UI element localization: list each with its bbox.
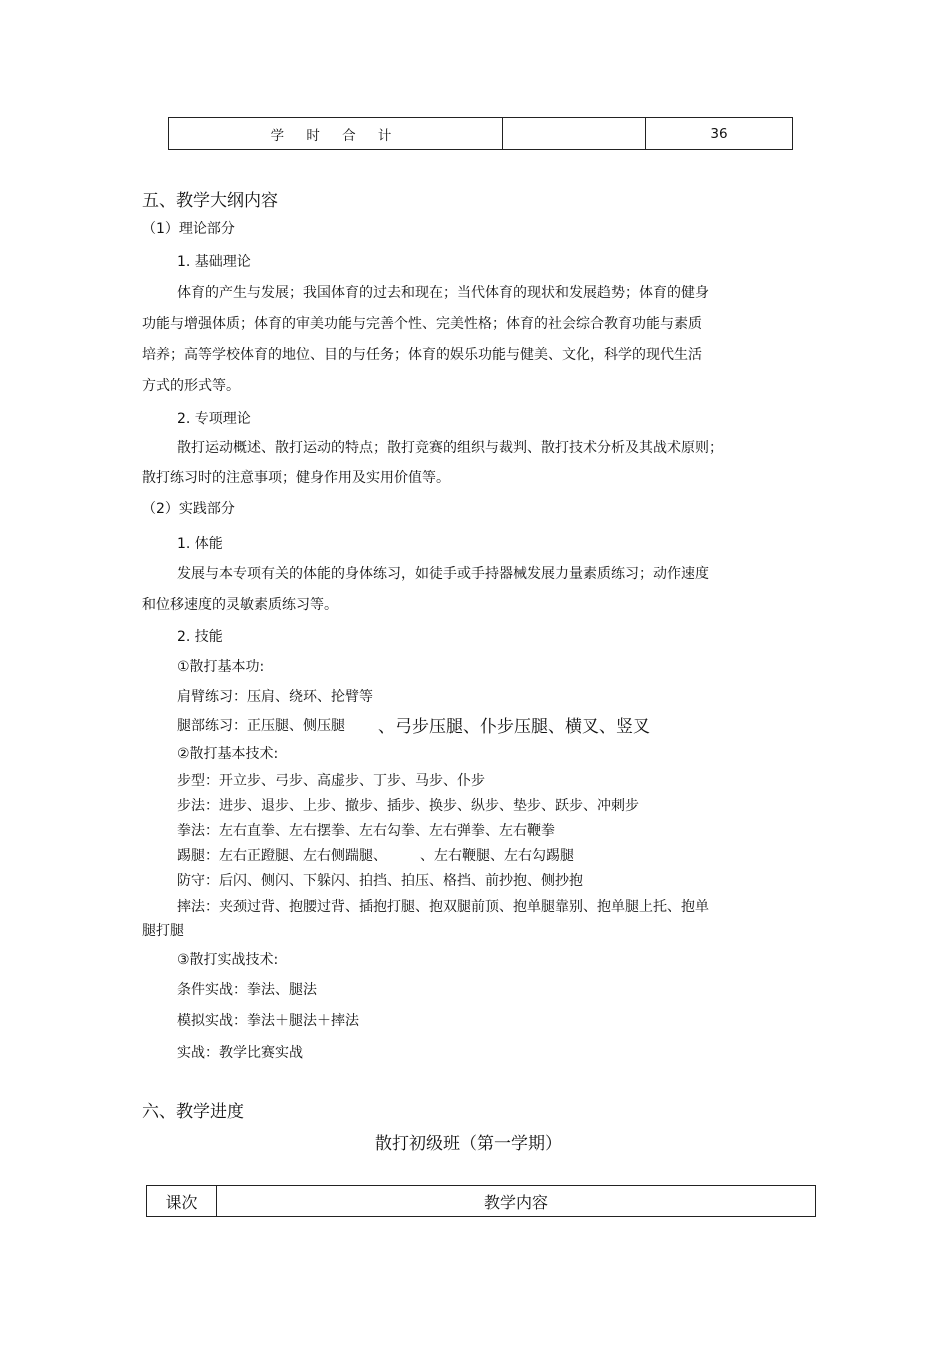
leg-practice-line-a: 腿部练习：正压腿、侧压腿 — [177, 718, 345, 734]
special-theory-line-1: 散打运动概述、散打运动的特点；散打竞赛的组织与裁判、散打技术分析及其战术原则； — [177, 440, 723, 456]
basic-theory-line-3: 培养；高等学校体育的地位、目的与任务；体育的娱乐功能与健美、文化，科学的现代生活 — [142, 347, 702, 363]
throw-line-1: 摔法：夹颈过背、抱腰过背、插抱打腿、抱双腿前顶、抱单腿靠别、抱单腿上托、抱单 — [177, 899, 709, 915]
basic-skill-title: ①散打基本功: — [177, 659, 265, 675]
actual-combat-line: 实战：教学比赛实战 — [177, 1045, 303, 1061]
schedule-table-header — [146, 1185, 816, 1217]
schedule-subtitle: 散打初级班（第一学期） — [375, 1134, 562, 1154]
footwork-line: 步法：进步、退步、上步、撤步、插步、换步、纵步、垫步、跃步、冲刺步 — [177, 798, 639, 814]
basic-theory-line-4: 方式的形式等。 — [142, 378, 240, 394]
basic-theory-title: 1. 基础理论 — [177, 254, 251, 270]
kick-line-b: 、左右鞭腿、左右勾踢腿 — [420, 848, 574, 864]
combat-title: ③散打实战技术: — [177, 952, 279, 968]
section-5-heading: 五、教学大纲内容 — [142, 191, 278, 211]
hours-total-table — [168, 117, 793, 150]
fitness-line-2: 和位移速度的灵敏素质练习等。 — [142, 597, 338, 613]
special-theory-line-2: 散打练习时的注意事项；健身作用及实用价值等。 — [142, 470, 450, 486]
shoulder-practice-line: 肩臂练习：压肩、绕环、抡臂等 — [177, 689, 373, 705]
hours-total-label: 学 时 合 计 — [169, 118, 503, 149]
teaching-content-header: 教学内容 — [483, 1192, 548, 1212]
basic-theory-line-2: 功能与增强体质；体育的审美功能与完善个性、完美性格；体育的社会综合教育功能与素质 — [142, 316, 702, 332]
special-theory-title: 2. 专项理论 — [177, 411, 251, 427]
fitness-title: 1. 体能 — [177, 536, 223, 552]
skills-title: 2. 技能 — [177, 629, 223, 645]
hours-total-empty-cell — [503, 118, 646, 149]
section-6-heading: 六、教学进度 — [142, 1102, 244, 1122]
throw-line-2: 腿打腿 — [142, 923, 184, 939]
theory-part-title: （1）理论部分 — [142, 221, 235, 237]
stance-line: 步型：开立步、弓步、高虚步、丁步、马步、仆步 — [177, 773, 485, 789]
lesson-number-header: 课次 — [147, 1186, 217, 1216]
hours-total-value: 36 — [710, 125, 728, 142]
defense-line: 防守：后闪、侧闪、下躲闪、拍挡、拍压、格挡、前抄抱、侧抄抱 — [177, 873, 583, 889]
punch-line: 拳法：左右直拳、左右摆拳、左右勾拳、左右弹拳、左右鞭拳 — [177, 823, 555, 839]
leg-practice-line-b: 、弓步压腿、仆步压腿、横叉、竖叉 — [378, 717, 650, 737]
basic-theory-line-1: 体育的产生与发展；我国体育的过去和现在；当代体育的现状和发展趋势；体育的健身 — [177, 285, 709, 301]
fitness-line-1: 发展与本专项有关的体能的身体练习，如徒手或手持器械发展力量素质练习；动作速度 — [177, 566, 709, 582]
kick-line-a: 踢腿：左右正蹬腿、左右侧踹腿、 — [177, 848, 387, 864]
basic-tech-title: ②散打基本技术: — [177, 746, 279, 762]
conditional-combat-line: 条件实战：拳法、腿法 — [177, 982, 317, 998]
simulated-combat-line: 模拟实战：拳法＋腿法＋摔法 — [177, 1013, 359, 1029]
practice-part-title: （2）实践部分 — [142, 501, 235, 517]
